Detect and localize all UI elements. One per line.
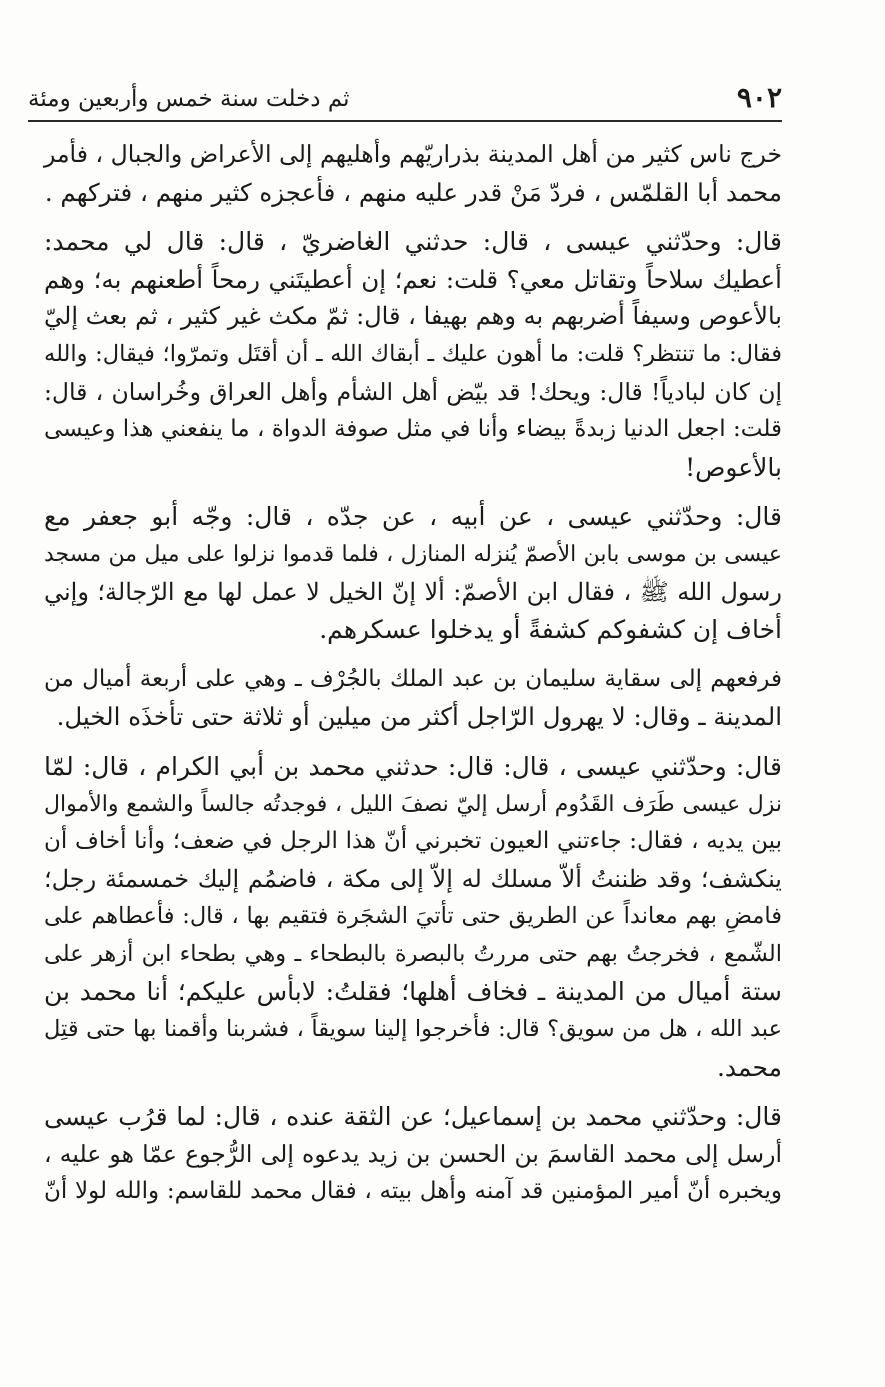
text-line: رسول الله ﷺ ، فقال ابن الأصمّ: ألا إنّ الخيل لا عمل لها مع الرّجالة؛ وإني: [44, 577, 782, 606]
text-line: قال: وحدّثني عيسى ، قال: قال: حدثني محمد بن أبي الكرام ، قال: لمّا: [44, 751, 782, 781]
page-header: [28, 80, 782, 116]
text-line: نزل عيسى طَرَف القَدُوم أرسل إليّ نصفَ الليل ، فوجدتُه جالساً والشمع والأموال: [44, 791, 782, 817]
paragraph: [44, 1098, 782, 1211]
text-line: الشّمع ، فخرجتُ بهم حتى مررتُ بالبصرة بالبطحاء ـ وهي بطحاء ابن أزهر على: [44, 940, 782, 967]
paragraph: [44, 223, 782, 486]
text-line: قلت: اجعل الدنيا زبدةً بيضاء وأنا في مثل صوفة الدواة ، ما ينفعني هذا وعيسى: [44, 416, 782, 443]
text-line: بالأعوص وسيفاً أضربهم به وهم بهيفا ، قال: ثمّ مكث غير كثير ، ثم بعث إليّ: [44, 302, 782, 331]
paragraph: [44, 748, 782, 1086]
text-line: بالأعوص!: [685, 452, 782, 482]
text-line: ستة أميال من المدينة ـ فخاف أهلها؛ فقلتُ: لابأس عليكم؛ أنا محمد بن: [44, 977, 782, 1007]
text-line: قال: وحدّثني محمد بن إسماعيل؛ عن الثقة عنده ، قال: لما قرُب عيسى: [44, 1102, 782, 1132]
body-text: [44, 136, 782, 1211]
text-line: عبد الله ، هل من سويق؟ قال: فأخرجوا إلينا سويقاً ، فشربنا وأقمنا بها حتى قتِل: [44, 1016, 782, 1043]
text-line: فرفعهم إلى سقاية سليمان بن عبد الملك بالجُرْف ـ وهي على أربعة أميال من: [44, 665, 782, 692]
text-line: ويخبره أنّ أمير المؤمنين قد آمنه وأهل بيته ، فقال محمد للقاسم: والله لولا أنّ: [44, 1178, 782, 1205]
paragraph: [44, 498, 782, 648]
paragraph: [44, 136, 782, 211]
paragraph: [44, 661, 782, 736]
running-title: ثم دخلت سنة خمس وأربعين ومئة: [28, 86, 350, 112]
text-line: محمد أبا القلمّس ، فردّ مَنْ قدر عليه منهم ، فأعجزه كثير منهم ، فتركهم .: [44, 177, 782, 207]
text-line: إن كان لبادياً! قال: ويحك! قد بيّض أهل الشأم وأهل العراق وخُراسان ، قال:: [44, 377, 782, 406]
text-line: المدينة ـ وقال: لا يهرول الرّاجل أكثر من ميلين أو ثلاثة حتى تأخذَه الخيل.: [56, 702, 782, 732]
text-line: عيسى بن موسى بابن الأصمّ يُنزله المنازل ، فلما قدموا نزلوا على ميل من مسجد: [44, 541, 782, 567]
text-line: ينكشف؛ وقد ظننتُ ألاّ مسلك له إلاّ إلى مكة ، فاضمُم إليك خمسمئة رجل؛: [44, 864, 782, 893]
text-line: بين يديه ، فقال: جاءتني العيون تخبرني أنّ هذا الرجل في ضعف؛ وأنا أخاف أن: [44, 828, 782, 855]
text-line: أعطيك سلاحاً وتقاتل معي؟ قلت: نعم؛ إن أعطيتَني رمحاً أطعنهم به؛ وهم: [44, 264, 782, 294]
text-line: محمد.: [716, 1052, 782, 1082]
header-rule: [28, 120, 782, 122]
text-line: فقال: ما تنتظر؟ قلت: ما أهون عليك ـ أبقاك الله ـ أن أقتَل وتمرّوا؛ فيقال: والله: [44, 340, 782, 367]
text-line: فامضِ بهم معانداً عن الطريق حتى تأتيَ الشجَرة فتقيم بها ، قال: فأعطاهم على: [44, 903, 782, 930]
text-line: قال: وحدّثني عيسى ، قال: حدثني الغاضريّ ، قال: قال لي محمد:: [44, 227, 782, 257]
text-line: خرج ناس كثير من أهل المدينة بذراريّهم وأهليهم إلى الأعراض والجبال ، فأمر: [44, 140, 782, 168]
text-line: أرسل إلى محمد القاسمَ بن الحسن بن زيد يدعوه إلى الرُّجوع عمّا هو عليه ،: [44, 1139, 782, 1168]
text-line: أخاف إن كشفوكم كشفةً أو يدخلوا عسكرهم.: [319, 615, 782, 645]
page-number: ٩٠٢: [736, 81, 782, 114]
text-line: قال: وحدّثني عيسى ، عن أبيه ، عن جدّه ، قال: وجّه أبو جعفر مع: [44, 502, 782, 532]
